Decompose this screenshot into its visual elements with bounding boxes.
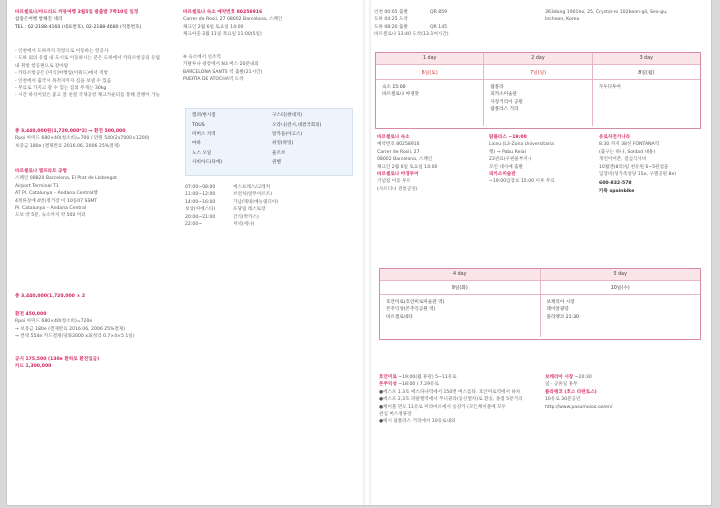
timeline-row: [185, 206, 278, 213]
info-line: 입장비(성가족성당 15e, 구엘공원 8e): [599, 172, 677, 178]
activity: 사장거리이 공원: [490, 99, 523, 105]
flight-row: [374, 24, 449, 31]
day-header: 5 day: [541, 269, 701, 281]
exchange-line: → 컨텍 554e 카드결제(당좌2000 x3(정리 0.7×4×5 1일): [15, 334, 135, 340]
day-activities: [593, 80, 700, 126]
route-line: 관심 버스정류장: [379, 412, 412, 418]
route-line: ●택시 팜블라스 거리에서 10유로내외: [379, 419, 456, 425]
info-line: 예약번호 80258916: [377, 142, 420, 148]
bottom-info-right: [545, 374, 695, 411]
activity: 가우디투어: [598, 85, 621, 90]
airport-line: Pl. Catalunya – Andana Central: [15, 206, 87, 212]
date-cell: 8일(월): [593, 65, 700, 80]
montjuic-hours: ~18:00 / 7.29유로: [396, 382, 439, 388]
exchange-block: [15, 311, 135, 341]
schedule-table-top: [375, 52, 701, 129]
day-activities: [484, 80, 592, 126]
timeline-time: 22:00~: [185, 222, 203, 228]
shop-name: 미버스 지역: [192, 131, 216, 137]
rpoint-line: Rpoi 아미드 680×40(청소비)=700 / 만원 540(2x7000×1200): [15, 136, 150, 142]
hotel-line: Carrer de Rosil, 27 08002 Barcelona, 스페인: [183, 17, 283, 23]
timeline-activity: 가남/제네(메뉴델디아): [233, 199, 279, 205]
transfer-line: 카탈루냐 광장에서 N3 버스 20분내외: [183, 62, 259, 68]
exchange-line: Rpoi 아미드 680×40(청소비)=720e: [15, 319, 93, 325]
info-col-ramblas: [489, 134, 593, 186]
flight-number: QR 145: [430, 24, 448, 30]
activity: 레이알광장: [546, 307, 569, 313]
tour-phone: 600-832-578: [599, 181, 632, 187]
note-line: - 인천에서 도하까지 직항으로 이동하는 항공사: [15, 49, 109, 54]
day-header: 1 day: [376, 53, 484, 65]
timeline-time: 11:00~12:00: [185, 192, 216, 198]
hotel-title: 바르셀로나 숙소 예약번호 80258916: [183, 10, 263, 15]
transfer-line: BARCELONA SANTS 역 출발(21시간): [183, 69, 263, 75]
timeline-row: [185, 199, 278, 206]
timeline-activity: 브런치(알무아르트): [233, 192, 273, 198]
joan-miro-hours: ~19:00(월 휴관) 5~11유로: [396, 375, 457, 380]
hotel-line: 체크아웃 2월 11일 목요일 11:00(5일): [183, 32, 262, 38]
info-line: ~19:00입장료 15:00 이후 무료: [489, 179, 555, 185]
flight-number: QR 859: [430, 10, 448, 15]
flight-row: [374, 9, 449, 16]
shop-name: 구스터(쌍대지): [272, 113, 303, 118]
info-line: 체크인 2월 6일 토요일 14:00: [377, 164, 438, 170]
bottom-info-left: [379, 374, 539, 426]
agent-name: 참좋은여행 항해진 대리: [15, 17, 63, 23]
activity: 바르셀로나 야경맛: [382, 92, 419, 98]
timeline-row: [185, 214, 278, 221]
summary-block: [15, 293, 85, 300]
airport-block: [15, 168, 117, 220]
info-line: (사르디나 전통공연): [377, 186, 418, 192]
info-title: 바르셀로나 숙소: [377, 135, 410, 140]
note-line: - 무료로 가지고 갈 수 있는 짐의 무게는 30kg: [15, 86, 107, 92]
info-title: 람플라스 ~19:00: [489, 135, 527, 140]
transfer-title: ※ 숙소에서 선조역: [183, 55, 221, 60]
day-header: 4 day: [380, 269, 541, 281]
timeline-activity: 포당림 레스토랑: [233, 207, 266, 213]
shop-name: TOUS: [192, 123, 205, 129]
timeline-row: [185, 184, 278, 191]
money-block: [15, 356, 99, 371]
day-activities: [541, 295, 701, 337]
table-header-row: [380, 269, 700, 281]
transfer-line: PUERTA DE ATOCHA역 도착: [183, 77, 244, 83]
trip-title: 바르셀로나/마드리드 커뮤여행 2월5일 밤출발 7박10일 일정: [15, 10, 139, 15]
shopping-row: [186, 158, 352, 167]
date-cell: 9일(화): [380, 281, 541, 295]
exchange-line: → 보증금 180e (결제완료 2016.06, 2006 25%결제): [15, 326, 126, 332]
info-line: 개인이어폰, 점심식사비: [599, 157, 647, 163]
flamenco-link[interactable]: http://www.pasumoioo.oo/en/: [545, 404, 613, 410]
price-line: 총 3,440,000원(1,720,000*2) → 환전 500,000: [15, 129, 126, 134]
hotel-line: 체크인 2월 6일 토요일 14:00: [183, 24, 244, 30]
info-line: 08002 Barcelona, 스페인: [377, 157, 433, 163]
info-line: Carrer de Rosil, 27: [377, 149, 420, 155]
info-title: 바르셀로나 야경투어: [377, 172, 419, 178]
airport-title: 바르셀로나 엘프라트 공항: [15, 169, 68, 174]
timeline-time: 20:00~21:00: [185, 214, 216, 220]
activity: 람블라스 거리: [490, 107, 519, 113]
agent-phone: TEL : 02-2188-4160 (대표번호), 02-2188-4680 (직통번호): [15, 24, 142, 30]
page-fold: [363, 0, 371, 505]
timeline-activity: 저녁(세나): [233, 222, 255, 228]
info-heading: [379, 381, 539, 388]
table-date-row: [376, 65, 700, 80]
activity: 피카소미술관: [490, 92, 517, 98]
table-body-row: [376, 80, 700, 126]
date-cell: 10일(수): [541, 281, 701, 295]
boqueria-title: 보케리아 시장: [545, 375, 574, 380]
address-line: Incheon, Korea: [545, 17, 580, 23]
day-header: 2 day: [484, 53, 592, 65]
timeline-activity: 간식(박카스): [233, 214, 259, 220]
route-line: ●에스포 1.3호 에스파냐역에서 150번 버스를타. 호안미로역에서 하차: [379, 389, 521, 395]
tour-kakao: 카톡 spainbike: [599, 188, 635, 194]
note-line: - 도하 외의 유럽 내 도시로 이동하시는 분은 도하에서 카타르항공의 유럽: [15, 56, 160, 62]
info-line: (출구는 하나, Soldad 내용): [599, 149, 656, 155]
info-title: 피카소미술관: [489, 172, 516, 178]
note-line: - 인천에서 출국시 목적지까지 짐을 보낼 수 있음: [15, 78, 112, 84]
shop-name: 마하: [192, 141, 201, 147]
flight-leg: 인천 00:05 출발: [374, 10, 408, 15]
day-activities: [376, 80, 484, 126]
flamenco-line: 10유로 30분공연: [545, 397, 581, 403]
airport-line: Airport Terminal T1: [15, 183, 59, 189]
route-line: ●케이블 면도 11유로 미라마르에서 승강카 (모든케이블에 모두: [379, 404, 506, 410]
notes-list: [15, 48, 160, 100]
shop-name: 울르브: [272, 150, 286, 156]
montjuic-title: 몬주익성: [379, 382, 397, 388]
info-heading: [545, 374, 695, 381]
shopping-row: [186, 139, 352, 148]
activity: 몬주익성(몬주익공원 역): [386, 307, 436, 313]
activity: 호안미로(호안미로미술관 역): [386, 300, 445, 305]
shopping-box: [185, 108, 353, 176]
timeline-time: 07:00~08:00: [185, 185, 216, 190]
shop-name: 사비아드(타에): [192, 160, 223, 166]
schedule-table-bottom: [379, 268, 701, 340]
shop-name: 캠퍼/변시점: [192, 113, 216, 118]
airport-line: AT Pl. Catalunya – Andana Central행: [15, 191, 98, 197]
daily-timeline: [185, 184, 278, 228]
flight-row: [374, 31, 449, 38]
info-line: 모린 대사예 출발: [489, 164, 523, 170]
remaining-line: 공지 175,500 (130e 환하로 환전입금): [15, 357, 100, 362]
table-date-row: [380, 281, 700, 295]
shop-name: 노스 오일: [192, 150, 212, 156]
activity: 보케리아 시장: [546, 300, 575, 305]
info-line: 23관료(우편물부지-): [489, 157, 532, 163]
info-line: 기념집 이동 루트: [377, 179, 411, 185]
boqueria-note: 일 · 공휴일 휴무: [545, 382, 578, 388]
boqueria-hours: ~20:30: [573, 375, 592, 380]
date-cell: 7일(일): [484, 65, 592, 80]
shop-name: 퀸벨: [272, 160, 281, 166]
joan-miro-title: 호안미로: [379, 375, 397, 380]
timeline-row: [185, 221, 278, 228]
timeline-time: 보상(씨에스타): [185, 207, 216, 213]
flight-leg: 도하 08:20 출발: [374, 24, 408, 30]
shopping-row: [186, 109, 352, 122]
flight-leg: 도하 04:25 도착: [374, 17, 408, 23]
summary-total: 총 3,440,000(1,720,000 × 2: [15, 294, 86, 299]
note-line: - 시간 하석이었은 좋고 잘 친절 국제공항 체크카운터를 통해 진행이 가능: [15, 93, 160, 99]
airport-line: 4정류장에 4번(정거장 이 10동07 SSMT: [15, 198, 98, 204]
price-block: [15, 128, 149, 150]
activity: 숙소 15:00: [382, 85, 406, 90]
document-page: [7, 0, 711, 505]
airport-line: 스페인 08820 Barcelona, El Prat de Llobregat: [15, 176, 117, 182]
activity: 플라멩코 21:30: [546, 314, 579, 320]
note-line: 내 취항 항공편으로 갈아탐: [15, 63, 69, 69]
card-line: 카드 1,300,000: [15, 364, 52, 370]
info-line: Liceu (L3-Zona Universitaria: [489, 142, 554, 148]
date-cell: 6일(토): [376, 65, 484, 80]
info-heading: [379, 374, 539, 381]
shop-name: 위킹(팍밍): [272, 141, 294, 147]
flamenco-title: 플라멩코 (호스 타란토스): [545, 389, 597, 395]
hotel-block: [183, 9, 282, 39]
info-col-bike-tour: [599, 134, 703, 195]
shopping-row: [186, 149, 352, 158]
table-header-row: [376, 53, 700, 65]
home-address: [545, 9, 668, 24]
timeline-activity: 에스프레스/크레커: [233, 185, 271, 190]
exchange-title: 환전 450,000: [15, 312, 47, 317]
info-line: 8:30 까지 38선 FONTANA역: [599, 142, 660, 148]
timeline-time: 14:00~16:00: [185, 199, 216, 205]
rpoint-line: 보증금 180e (결제완료 2016.06, 2006 25%결제): [15, 143, 120, 149]
address-line: 363dong 1901ho, 25, Crystal-ro 102beon-gil, Seo-gu,: [545, 10, 668, 15]
table-body-row: [380, 295, 700, 337]
activity: 바르셀로네타: [386, 314, 413, 320]
airport-line: 도보 약 5분, 숙소까지 약 500 미터: [15, 213, 86, 219]
shopping-row: [186, 130, 352, 139]
transfer-block: [183, 54, 262, 84]
flight-block: [374, 9, 449, 39]
info-line: 10월엔(8리)팀 천유원 6~5원섭을: [599, 164, 669, 170]
shop-name: 오라니(전시,대결국회의): [272, 123, 322, 129]
activity: 람블라: [490, 85, 504, 90]
flight-row: [374, 16, 449, 23]
shopping-row: [186, 122, 352, 129]
info-line: 행) → Pabu Reial: [489, 149, 526, 155]
timeline-row: [185, 191, 278, 198]
flight-leg: 바르셀로나 13:40 도착(13-1여시간): [374, 32, 449, 38]
route-line: ●에스포 2,3호 파랄렐역에서 푸니쿨라(등산열차)로 환승, 종점 5분거리: [379, 397, 523, 403]
note-line: - 카타르항공은 [미식]여행업(어워드)에서 직항: [15, 71, 109, 77]
info-col-hotel: [377, 134, 481, 193]
shop-name: 알카돌(아고스): [272, 131, 303, 137]
day-header: 3 day: [593, 53, 700, 65]
day-activities: [380, 295, 541, 337]
left-header: [15, 9, 183, 31]
info-title: 유로자전거나라: [599, 135, 631, 140]
